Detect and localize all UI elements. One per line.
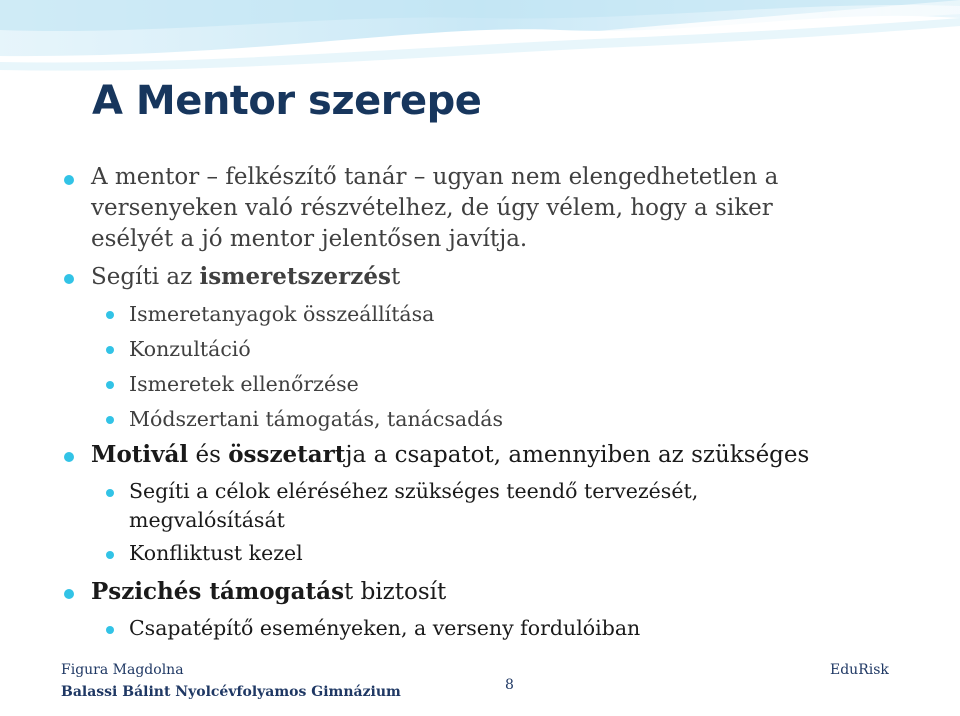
footer-page-number: 8 [505,677,514,693]
sub-bullet-dot-icon [106,626,114,634]
sub-bullet-dot-icon [106,551,114,559]
bullet-dot-icon [64,589,74,599]
bullet-3-sub-2: Konfliktust kezel [129,541,303,565]
footer-school: Balassi Bálint Nyolcévfolyamos Gimnázium [61,684,401,700]
bullet-3-sub-1: Segíti a célok eléréséhez szükséges teendő tervezését, [129,479,699,503]
bullet-2-sub-3: Ismeretek ellenőrzése [129,372,359,396]
sub-bullet-dot-icon [106,346,114,354]
slide-title: A Mentor szerepe [92,78,482,124]
bullet-dot-icon [64,175,74,185]
bullet-2-heading: Segíti az ismeretszerzést [91,263,401,290]
bullet-4-heading: Pszichés támogatást biztosít [91,578,447,605]
header-wave-decoration [0,0,960,80]
sub-bullet-dot-icon [106,416,114,424]
bullet-2-sub-4: Módszertani támogatás, tanácsadás [129,407,504,431]
footer-brand: EduRisk [830,662,889,678]
bullet-3-sub-1-cont: megvalósítását [129,508,285,532]
bullet-2-sub-1: Ismeretanyagok összeállítása [129,302,435,326]
bullet-3-heading: Motivál és összetartja a csapatot, amennyiben az szükséges [91,441,810,468]
sub-bullet-dot-icon [106,381,114,389]
sub-bullet-dot-icon [106,489,114,497]
sub-bullet-dot-icon [106,311,114,319]
bullet-1-line-3: esélyét a jó mentor jelentősen javítja. [91,226,528,252]
bullet-1-line-2: versenyeken való részvételhez, de úgy vélem, hogy a siker [91,195,773,221]
bullet-dot-icon [64,452,74,462]
bullet-4-sub-1: Csapatépítő eseményeken, a verseny fordulóiban [129,616,641,640]
footer-author: Figura Magdolna [61,662,184,678]
bullet-1-line-1: A mentor – felkészítő tanár – ugyan nem elengedhetetlen a [91,164,779,190]
bullet-2-sub-2: Konzultáció [129,337,251,361]
bullet-dot-icon [64,274,74,284]
